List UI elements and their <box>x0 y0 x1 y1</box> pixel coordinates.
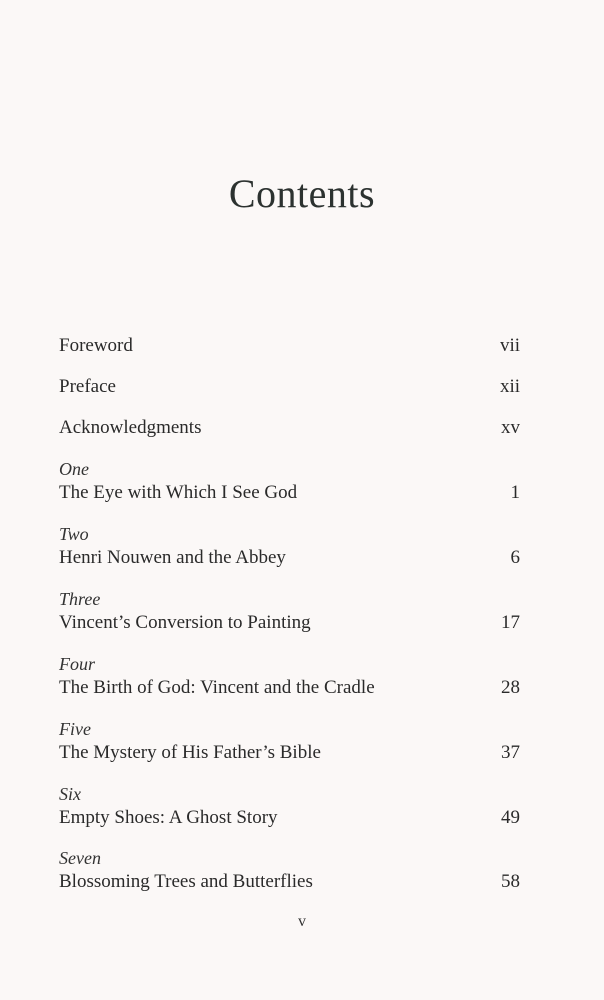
toc-page-number: vii <box>499 335 520 356</box>
toc-page-number: 1 <box>510 482 520 503</box>
toc-entry-title: Acknowledgments <box>59 417 202 438</box>
toc-chapter-seven <box>59 846 520 894</box>
toc-chapter-three <box>59 587 520 635</box>
chapter-title: Vincent’s Conversion to Painting <box>59 612 311 633</box>
chapter-title: The Birth of God: Vincent and the Cradle <box>59 677 375 698</box>
toc-entry-foreword <box>59 334 520 358</box>
toc-entry-preface <box>59 375 520 399</box>
toc-entry-title: Preface <box>59 376 116 397</box>
chapter-number: Three <box>59 589 101 609</box>
toc-page-number: xii <box>499 376 520 397</box>
chapter-number: Six <box>59 784 81 804</box>
chapter-title: The Mystery of His Father’s Bible <box>59 742 321 763</box>
toc-chapter-one <box>59 457 520 505</box>
chapter-title: Empty Shoes: A Ghost Story <box>59 807 278 828</box>
chapter-number: Two <box>59 524 89 544</box>
toc-chapter-two <box>59 522 520 570</box>
toc-page-number: 17 <box>501 612 520 633</box>
chapter-title: Blossoming Trees and Butterflies <box>59 871 313 892</box>
page-title: Contents <box>228 171 376 216</box>
toc-page-number: 6 <box>510 547 520 568</box>
chapter-number: One <box>59 459 89 479</box>
toc-page-number: 49 <box>501 807 520 828</box>
chapter-number: Seven <box>59 848 101 868</box>
toc-entry-title: Foreword <box>59 335 133 356</box>
toc-chapter-five <box>59 717 520 765</box>
toc-chapter-six <box>59 782 520 830</box>
toc-entry-acknowledgments <box>59 416 520 440</box>
page-folio: v <box>298 913 306 930</box>
toc-page-number: 28 <box>501 677 520 698</box>
toc-page-number: xv <box>501 417 520 438</box>
toc-chapter-four <box>59 652 520 700</box>
toc-page-number: 58 <box>501 871 520 892</box>
chapter-title: Henri Nouwen and the Abbey <box>59 547 286 568</box>
chapter-number: Five <box>59 719 91 739</box>
toc-page-number: 37 <box>501 742 520 763</box>
chapter-number: Four <box>59 654 95 674</box>
chapter-title: The Eye with Which I See God <box>59 482 298 503</box>
